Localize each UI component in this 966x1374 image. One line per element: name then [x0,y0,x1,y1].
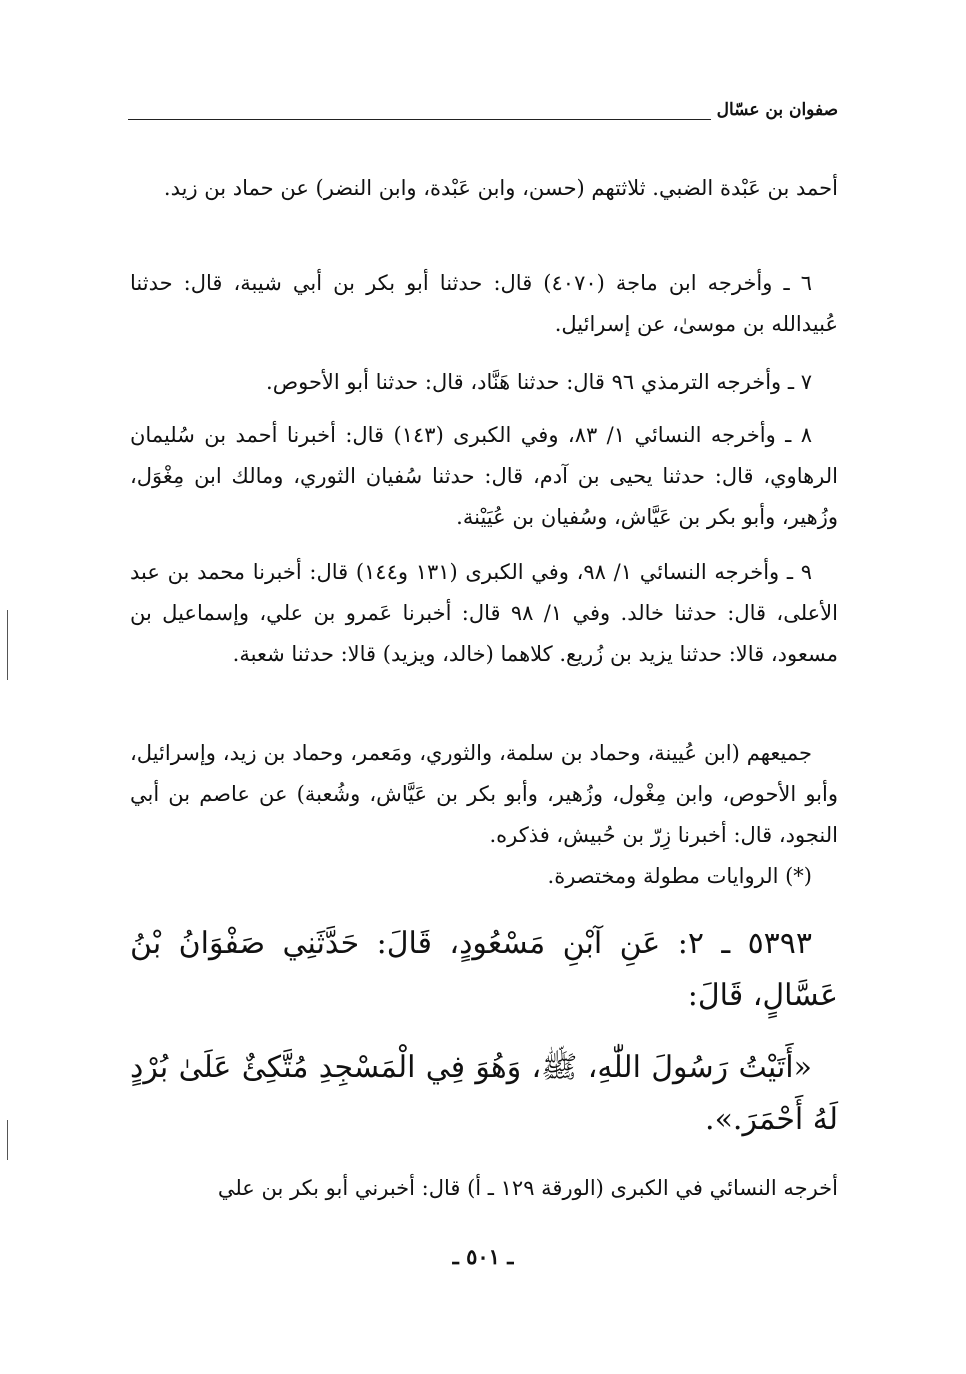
page-number: ـ ٥٠١ ـ [452,1244,514,1269]
margin-scan-line [7,1120,8,1160]
takhrij-item-8 [130,415,838,538]
hadith-isnad: ٥٣٩٣ ـ ٢: عَنِ آبْنِ مَسْعُودٍ، قَالَ: حَدَّثَنِي صَفْوَانُ بْنُ عَسَّالٍ، قَالَ: [130,926,838,1013]
takhrij-footer-block [130,1168,838,1209]
takhrij-item-9 [130,552,838,675]
paragraph-continuation: أحمد بن عَبْدة الضبي. ثلاثتهم (حسن، وابن عَبْدة، وابن النضر) عن حماد بن زيد. [163,176,838,200]
takhrij-text-7: ٧ ـ وأخرجه الترمذي ٩٦ قال: حدثنا هَنَّاد، قال: حدثنا أبو الأحوص. [266,370,812,394]
summary-paragraph [130,733,838,897]
running-title: صفوان بن عسّال [711,100,838,120]
takhrij-text-6: ٦ ـ وأخرجه ابن ماجة (٤٠٧٠) قال: حدثنا أبو بكر بن أبي شيبة، قال: حدثنا عُبيدالله بن موسىٰ، عن إسرائيل. [130,271,838,336]
hadith-matn-block [130,1042,838,1146]
hadith-isnad-block [130,918,838,1022]
takhrij-item-7 [130,362,838,403]
takhrij-footer-text: أخرجه النسائي في الكبرى (الورقة ١٢٩ ـ أ) قال: أخبرني أبو بكر بن علي [217,1176,838,1200]
takhrij-text-9: ٩ ـ وأخرجه النسائي ١/ ٩٨، وفي الكبرى (١٣١ و١٤٤) قال: أخبرنا محمد بن عبد الأعلى، قال: حدثنا خالد. وفي ١/ ٩٨ قال: أخبرنا عَمرو بن علي، وإسماعيل بن مسعود، قالا: حدثنا يزيد بن زُريع. كلاهما (خالد، ويزيد) قالا: حدثنا شعبة. [130,560,838,666]
takhrij-item-6 [130,263,838,345]
margin-scan-line [7,610,8,680]
hadith-matn: «أَتَيْتُ رَسُولَ اللّٰهِ، ﷺ، وَهُوَ فِي الْمَسْجِدِ مُتَّكِئٌ عَلَىٰ بُرْدٍ لَهُ أَحْمَرَ.». [130,1050,838,1137]
footnote-text: (*) الروايات مطولة ومختصرة. [547,864,812,888]
takhrij-text-8: ٨ ـ وأخرجه النسائي ١/ ٨٣، وفي الكبرى (١٤٣) قال: أخبرنا أحمد بن سُليمان الرهاوي، قال: حدثنا يحيى بن آدم، قال: حدثنا سُفيان الثوري، ومالك ابن مِغْوَل، وزُهير، وأبو بكر بن عَيَّاش، وسُفيان بن عُيَيْنة. [130,423,838,529]
summary-text: جميعهم (ابن عُيينة، وحماد بن سلمة، والثوري، ومَعمر، وحماد بن زيد، وإسرائيل، وأبو الأحوص، وابن مِغْول، وزُهير، وأبو بكر بن عَيَّاش، وشُعبة) عن عاصم بن أبي النجود، قال: أخبرنا زِرّ بن حُبيش، فذكره. [130,741,838,847]
running-header [128,100,838,134]
commentary-paragraph [130,168,838,209]
